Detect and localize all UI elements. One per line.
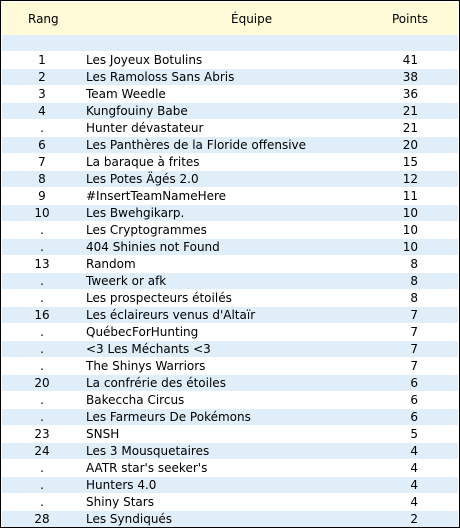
team-cell: 404 Shinies not Found <box>86 240 220 254</box>
rank-cell: 8 <box>38 172 46 186</box>
team-cell: QuébecForHunting <box>86 325 199 339</box>
rank-cell: . <box>40 478 44 492</box>
table-row <box>2 341 458 357</box>
table-row <box>2 290 458 306</box>
rank-cell: 28 <box>34 512 50 526</box>
rank-cell: . <box>40 291 44 305</box>
table-row <box>2 137 458 153</box>
table-row <box>2 443 458 459</box>
team-cell: Random <box>86 257 136 271</box>
table-row <box>2 426 458 442</box>
table-row <box>2 52 458 68</box>
rank-cell: 2 <box>38 70 46 84</box>
points-cell: 8 <box>410 257 418 271</box>
points-cell: 4 <box>410 444 418 458</box>
points-cell: 10 <box>402 223 418 237</box>
table-row <box>2 273 458 289</box>
points-cell: 10 <box>402 206 418 220</box>
table-row <box>2 86 458 102</box>
points-cell: 4 <box>410 495 418 509</box>
points-cell: 36 <box>402 87 418 101</box>
points-cell: 38 <box>402 70 418 84</box>
rank-cell: 9 <box>38 189 46 203</box>
rank-cell: . <box>40 495 44 509</box>
table-row <box>2 120 458 136</box>
team-cell: #InsertTeamNameHere <box>86 189 227 203</box>
rank-cell: . <box>40 461 44 475</box>
team-cell: Bakeccha Circus <box>86 393 185 407</box>
rank-cell: 6 <box>38 138 46 152</box>
table-row <box>2 154 458 170</box>
team-cell: Les Syndiqués <box>86 512 173 526</box>
points-cell: 5 <box>410 427 418 441</box>
points-cell: 4 <box>410 478 418 492</box>
table-row <box>2 392 458 408</box>
rank-cell: . <box>40 240 44 254</box>
points-cell: 12 <box>402 172 418 186</box>
table-row <box>2 511 458 527</box>
table-row <box>2 477 458 493</box>
points-cell: 7 <box>410 359 418 373</box>
team-cell: SNSH <box>86 427 120 441</box>
points-cell: 2 <box>410 512 418 526</box>
table-row <box>2 188 458 204</box>
rank-cell: . <box>40 359 44 373</box>
table-row <box>2 409 458 425</box>
table-row <box>2 494 458 510</box>
rank-cell: . <box>40 325 44 339</box>
team-cell: Les Cryptogrammes <box>86 223 207 237</box>
team-cell: <3 Les Méchants <3 <box>86 342 211 356</box>
team-cell: Kungfouiny Babe <box>86 104 188 118</box>
points-cell: 6 <box>410 393 418 407</box>
team-cell: La baraque à frites <box>86 155 200 169</box>
rank-cell: . <box>40 223 44 237</box>
rank-cell: 23 <box>34 427 50 441</box>
rank-cell: 4 <box>38 104 46 118</box>
rank-cell: . <box>40 410 44 424</box>
table-row <box>2 103 458 119</box>
points-cell: 6 <box>410 376 418 390</box>
rank-cell: . <box>40 121 44 135</box>
team-cell: Les 3 Mousquetaires <box>86 444 210 458</box>
team-cell: Les Joyeux Botulins <box>86 53 203 67</box>
table-header <box>2 2 458 35</box>
rank-cell: 7 <box>38 155 46 169</box>
rank-cell: . <box>40 342 44 356</box>
team-cell: The Shinys Warriors <box>86 359 206 373</box>
points-cell: 8 <box>410 291 418 305</box>
team-cell: Les Farmeurs De Pokémons <box>86 410 251 424</box>
points-cell: 11 <box>402 189 418 203</box>
team-cell: La confrérie des étoiles <box>86 376 226 390</box>
header-points: Points <box>392 12 429 26</box>
header-team: Équipe <box>231 12 273 26</box>
rank-cell: 24 <box>34 444 50 458</box>
table-row <box>2 307 458 323</box>
team-cell: Shiny Stars <box>86 495 154 509</box>
team-cell: Les prospecteurs étoilés <box>86 291 232 305</box>
rank-cell: 20 <box>34 376 50 390</box>
team-cell: Team Weedle <box>86 87 166 101</box>
rank-cell: 1 <box>38 53 46 67</box>
points-cell: 7 <box>410 325 418 339</box>
table-row <box>2 375 458 391</box>
table-row <box>2 256 458 272</box>
table-row <box>2 239 458 255</box>
rank-cell: . <box>40 274 44 288</box>
points-cell: 8 <box>410 274 418 288</box>
rank-cell: 10 <box>34 206 50 220</box>
rank-cell: 16 <box>34 308 50 322</box>
points-cell: 21 <box>402 121 418 135</box>
table-row <box>2 69 458 85</box>
table-row <box>2 171 458 187</box>
team-cell: AATR star's seeker's <box>86 461 208 475</box>
points-cell: 6 <box>410 410 418 424</box>
team-cell: Hunters 4.0 <box>86 478 157 492</box>
team-cell: Les Ramoloss Sans Abris <box>86 70 235 84</box>
team-cell: Tweerk or afk <box>86 274 167 288</box>
table-row <box>2 460 458 476</box>
team-cell: Les Bwehgikarp. <box>86 206 185 220</box>
team-cell: Hunter dévastateur <box>86 121 204 135</box>
rank-cell: 13 <box>34 257 50 271</box>
team-cell: Les éclaireurs venus d'Altaïr <box>86 308 256 322</box>
points-cell: 41 <box>402 53 418 67</box>
table-row <box>2 358 458 374</box>
points-cell: 7 <box>410 308 418 322</box>
points-cell: 4 <box>410 461 418 475</box>
empty-row <box>2 35 458 51</box>
team-cell: Les Panthères de la Floride offensive <box>86 138 307 152</box>
header-rank: Rang <box>28 12 59 26</box>
points-cell: 7 <box>410 342 418 356</box>
table-row <box>2 324 458 340</box>
points-cell: 10 <box>402 240 418 254</box>
points-cell: 21 <box>402 104 418 118</box>
table-row <box>2 205 458 221</box>
rank-cell: 3 <box>38 87 46 101</box>
points-cell: 15 <box>402 155 418 169</box>
table-row <box>2 222 458 238</box>
rank-cell: . <box>40 393 44 407</box>
points-cell: 20 <box>402 138 418 152</box>
team-cell: Les Potes Ägés 2.0 <box>86 172 199 186</box>
